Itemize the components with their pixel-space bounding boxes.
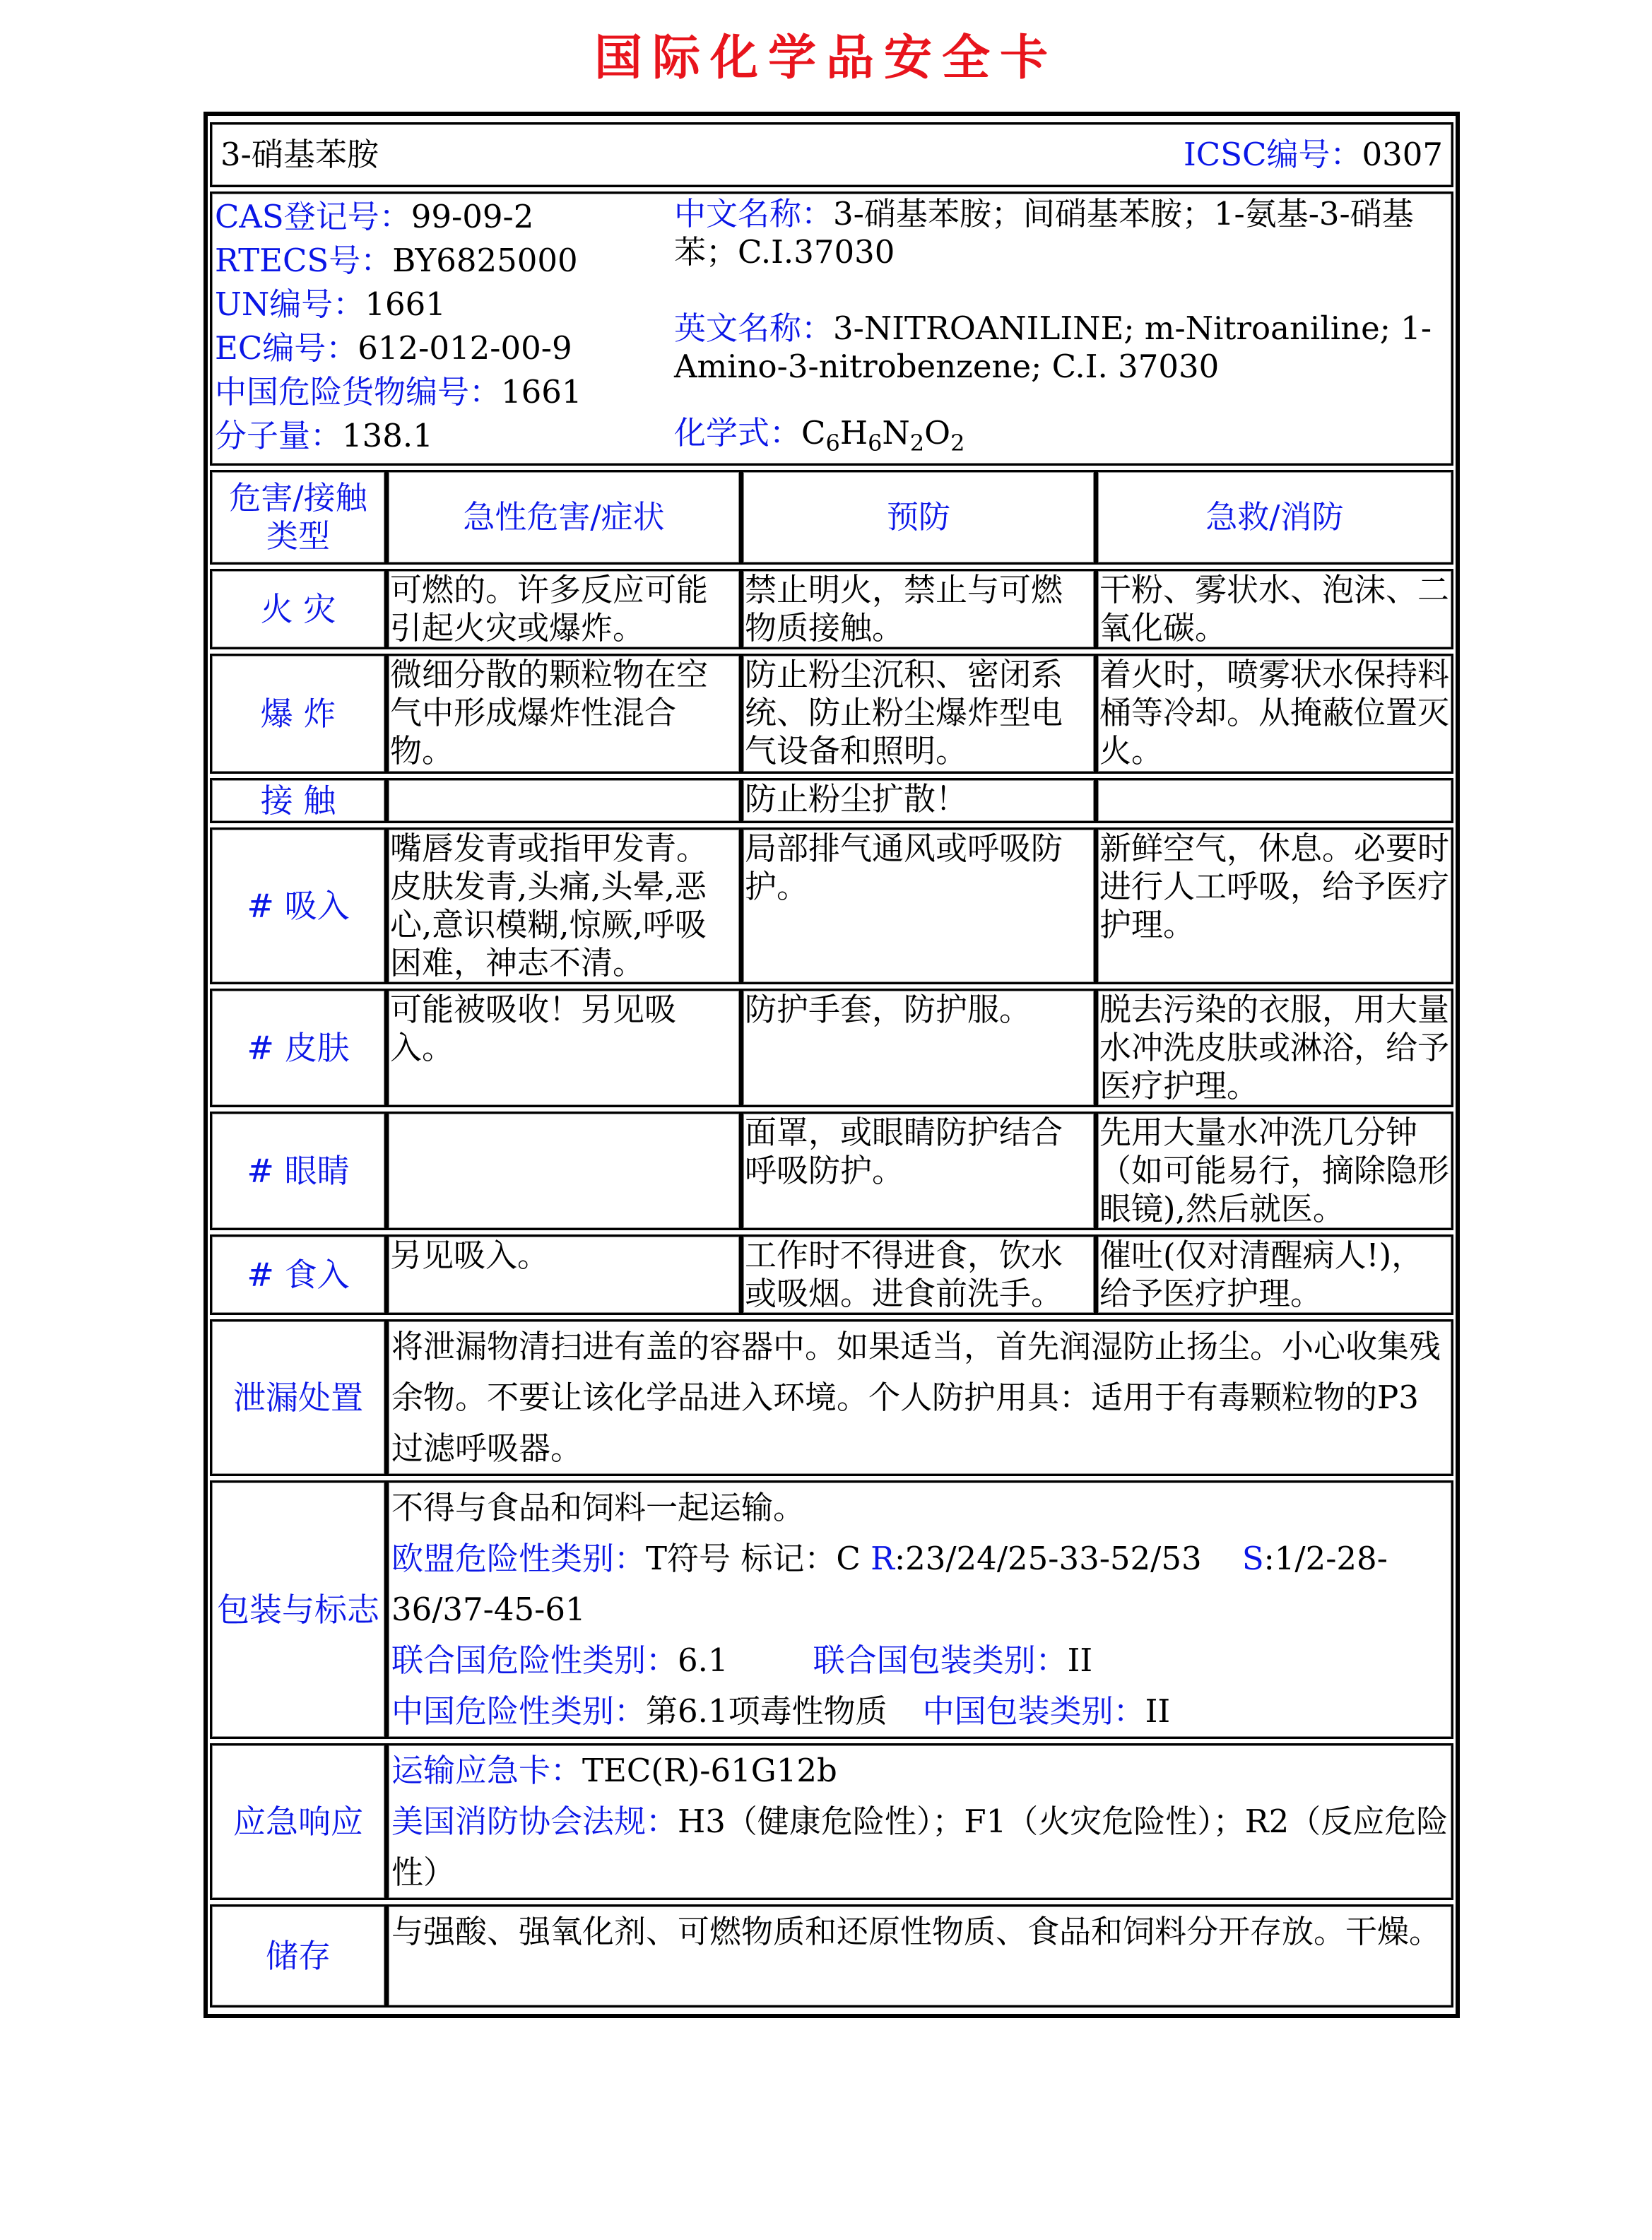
formula-element: H — [839, 414, 868, 452]
acute-hazard: 可能被吸收！另见吸入。 — [387, 989, 741, 1107]
hazard-row — [210, 1112, 1453, 1230]
hazard-type: # 吸入 — [210, 827, 387, 984]
col-header-prevention: 预防 — [741, 470, 1096, 565]
formula-subscript: 2 — [909, 430, 925, 456]
chinese-name: 中文名称：3-硝基苯胺；间硝基苯胺；1-氨基-3-硝基苯；C.I.37030 — [674, 195, 1414, 271]
molecular-weight: 分子量：138.1 — [215, 417, 433, 454]
transport-card: 运输应急卡：TEC(R)-61G12b — [391, 1752, 837, 1789]
hazard-type: 火 灾 — [210, 569, 387, 649]
cn-dangerous-goods-number: 中国危险货物编号：1661 — [215, 373, 582, 411]
formula-subscript: 6 — [825, 430, 840, 456]
icsc-number: 0307 — [1362, 136, 1443, 173]
prevention: 禁止明火，禁止与可燃物质接触。 — [741, 569, 1096, 649]
col-header-type: 危害/接触类型 — [210, 470, 387, 565]
hazard-type: # 眼睛 — [210, 1112, 387, 1230]
acute-hazard: 可燃的。许多反应可能引起火灾或爆炸。 — [387, 569, 741, 649]
packaging-content — [387, 1480, 1453, 1739]
page-title: 国际化学品安全卡 — [594, 30, 1058, 86]
storage-label: 储存 — [210, 1904, 387, 2008]
first-aid: 干粉、雾状水、泡沫、二氧化碳。 — [1096, 569, 1453, 649]
hazard-row — [210, 1234, 1453, 1315]
formula-value — [801, 414, 965, 456]
formula-subscript: 2 — [950, 430, 965, 456]
hazard-row — [210, 654, 1453, 774]
hazard-row — [210, 827, 1453, 984]
prevention: 防护手套，防护服。 — [741, 989, 1096, 1107]
formula-element: C — [801, 414, 826, 452]
hazard-row — [210, 989, 1453, 1107]
prevention: 工作时不得进食，饮水或吸烟。进食前洗手。 — [741, 1234, 1096, 1315]
chemical-formula: 化学式：$C_6H_6N_2O_2$ — [674, 414, 965, 456]
cas-number: CAS登记号：99-09-2 — [215, 198, 534, 235]
hazard-type: 爆 炸 — [210, 654, 387, 774]
prevention: 面罩，或眼睛防护结合呼吸防护。 — [741, 1112, 1096, 1230]
hazard-type: # 食入 — [210, 1234, 387, 1315]
cn-classification: 中国危险性类别：第6.1项毒性物质 中国包装类别：II — [391, 1692, 1171, 1730]
packaging-label: 包装与标志 — [210, 1480, 387, 1739]
first-aid: 新鲜空气，休息。必要时进行人工呼吸，给予医疗护理。 — [1096, 827, 1453, 984]
first-aid: 先用大量水冲洗几分钟（如可能易行，摘除隐形眼镜),然后就医。 — [1096, 1112, 1453, 1230]
english-name: 英文名称：3-NITROANILINE; m-Nitroaniline; 1-Amino-3-nitrobenzene; C.I. 37030 — [674, 310, 1432, 385]
prevention: 局部排气通风或呼吸防护。 — [741, 827, 1096, 984]
col-header-first-aid: 急救/消防 — [1096, 470, 1453, 565]
un-classification: 联合国危险性类别：6.1 联合国包装类别：II — [391, 1641, 1093, 1679]
hazard-type: # 皮肤 — [210, 989, 387, 1107]
acute-hazard: 嘴唇发青或指甲发青。皮肤发青,头痛,头晕,恶心,意识模糊,惊厥,呼吸困难，神志不清。 — [387, 827, 741, 984]
chemical-name: 3-硝基苯胺 — [220, 136, 379, 173]
first-aid: 着火时，喷雾状水保持料桶等冷却。从掩蔽位置灭火。 — [1096, 654, 1453, 774]
icsc-label: ICSC编号： — [1184, 136, 1362, 173]
rtecs-number: RTECS号：BY6825000 — [215, 242, 578, 279]
col-header-hazard: 急性危害/症状 — [387, 470, 741, 565]
storage-text: 与强酸、强氧化剂、可燃物质和还原性物质、食品和饲料分开存放。干燥。 — [387, 1904, 1453, 2008]
nfpa-rating: 美国消防协会法规：H3（健康危险性）；F1（火灾危险性）；R2（反应危险性） — [391, 1803, 1449, 1891]
identifiers — [210, 191, 1453, 466]
formula-element: N — [882, 414, 910, 452]
header-row — [210, 122, 1453, 187]
ec-number: EC编号：612-012-00-9 — [215, 329, 572, 367]
acute-hazard — [387, 778, 741, 823]
packaging-note: 不得与食品和饲料一起运输。 — [391, 1489, 806, 1526]
formula-subscript: 6 — [868, 430, 883, 456]
card-table — [210, 118, 1453, 2012]
spill-text: 将泄漏物清扫进有盖的容器中。如果适当，首先润湿防止扬尘。小心收集残余物。不要让该化学品进入环境。个人防护用具：适用于有毒颗粒物的P3过滤呼吸器。 — [387, 1319, 1453, 1476]
hazard-type: 接 触 — [210, 778, 387, 823]
acute-hazard: 微细分散的颗粒物在空气中形成爆炸性混合物。 — [387, 654, 741, 774]
un-number: UN编号：1661 — [215, 285, 446, 323]
hazard-row — [210, 778, 1453, 823]
hazard-row — [210, 569, 1453, 649]
prevention: 防止粉尘沉积、密闭系统、防止粉尘爆炸型电气设备和照明。 — [741, 654, 1096, 774]
prevention: 防止粉尘扩散！ — [741, 778, 1096, 823]
formula-element: O — [924, 414, 951, 452]
acute-hazard: 另见吸入。 — [387, 1234, 741, 1315]
first-aid: 催吐(仅对清醒病人!)，给予医疗护理。 — [1096, 1234, 1453, 1315]
spill-label: 泄漏处置 — [210, 1319, 387, 1476]
acute-hazard — [387, 1112, 741, 1230]
first-aid: 脱去污染的衣服，用大量水冲洗皮肤或淋浴，给予医疗护理。 — [1096, 989, 1453, 1107]
emergency-content — [387, 1743, 1453, 1900]
safety-card — [203, 112, 1460, 2018]
eu-classification: 欧盟危险性类别：T符号 标记：C R:23/24/25-33-52/53 S:1/2-28-36/37-45-61 — [391, 1540, 1388, 1628]
first-aid — [1096, 778, 1453, 823]
emergency-label: 应急响应 — [210, 1743, 387, 1900]
